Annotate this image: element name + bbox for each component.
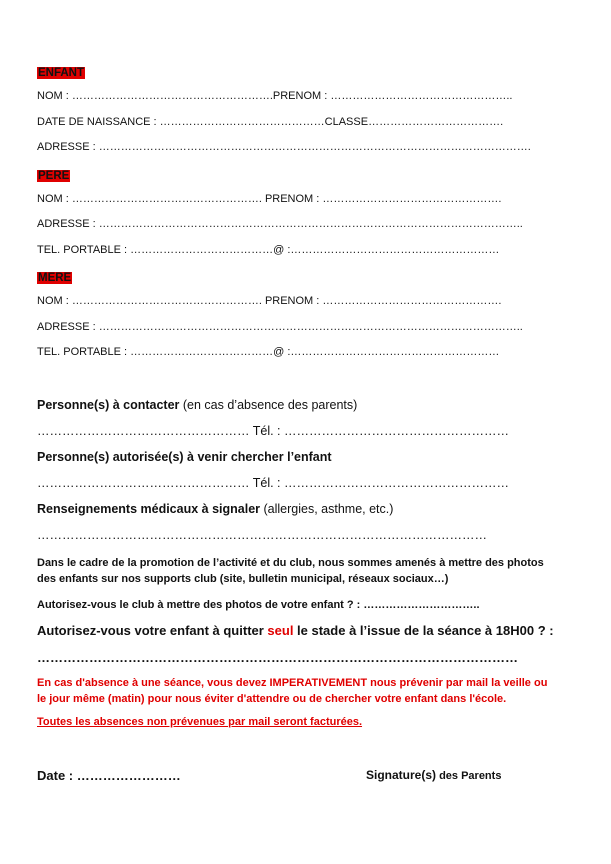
mere-nom-prenom-field[interactable]: NOM : ……………………………………………. PRENOM : …………………………………………. <box>37 295 502 307</box>
autorise-field[interactable]: …………………………………………… Tél. : ……………………………………………… <box>37 476 510 490</box>
absence-facture-notice: Toutes les absences non prévenues par mail seront facturées. <box>37 716 363 728</box>
absence-notice-line2: le jour même (matin) pour nous éviter d'attendre ou de chercher votre enfant dans l'école. <box>37 693 507 705</box>
photo-text-line1: Dans le cadre de la promotion de l’activité et du club, nous sommes amenés à mettre des photos <box>37 557 544 569</box>
contact-field[interactable]: …………………………………………… Tél. : ……………………………………………… <box>37 424 510 438</box>
quitter-question: Autorisez-vous votre enfant à quitter seul le stade à l’issue de la séance à 18H00 ? : <box>37 623 554 638</box>
section-mere-title: MERE <box>38 272 72 284</box>
section-pere-title: PERE <box>38 170 70 182</box>
signature-label: Signature(s) des Parents <box>366 768 502 782</box>
enfant-adresse-field[interactable]: ADRESSE : ………………………………………………………………………………………………………. <box>37 141 531 153</box>
medical-heading: Renseignements médicaux à signaler (allergies, asthme, etc.) <box>37 502 394 516</box>
photo-text-line2: des enfants sur nos supports club (site, bulletin municipal, réseaux sociaux…) <box>37 573 449 585</box>
date-field[interactable]: Date : …………………… <box>37 768 181 783</box>
medical-field[interactable]: ……………………………………………………………………………………………… <box>37 528 487 542</box>
mere-adresse-field[interactable]: ADRESSE : …………………………………………………………………………………………………….. <box>37 321 523 333</box>
photo-question-field[interactable]: Autorisez-vous le club à mettre des photos de votre enfant ? : ………………………….. <box>37 599 480 611</box>
enfant-nom-prenom-field[interactable]: NOM : ……………………………………………….PRENOM : ………………………………………….. <box>37 90 513 102</box>
section-enfant-title: ENFANT <box>38 67 84 79</box>
autorise-heading: Personne(s) autorisée(s) à venir chercher l’enfant <box>37 450 332 464</box>
mere-tel-email-field[interactable]: TEL. PORTABLE : …………………………………@ :………………………………………………… <box>37 346 500 358</box>
pere-tel-email-field[interactable]: TEL. PORTABLE : …………………………………@ :………………………………………………… <box>37 244 500 256</box>
contact-heading: Personne(s) à contacter (en cas d’absence des parents) <box>37 398 358 412</box>
pere-nom-prenom-field[interactable]: NOM : ……………………………………………. PRENOM : …………………………………………. <box>37 193 502 205</box>
pere-adresse-field[interactable]: ADRESSE : …………………………………………………………………………………………………….. <box>37 218 523 230</box>
quitter-field[interactable]: ………………………………………………………………………………………………… <box>37 650 518 665</box>
enfant-naissance-classe-field[interactable]: DATE DE NAISSANCE : ………………………………………CLASSE………………………………. <box>37 116 504 128</box>
absence-notice-line1: En cas d'absence à une séance, vous devez IMPERATIVEMENT nous prévenir par mail la veille ou <box>37 677 548 689</box>
